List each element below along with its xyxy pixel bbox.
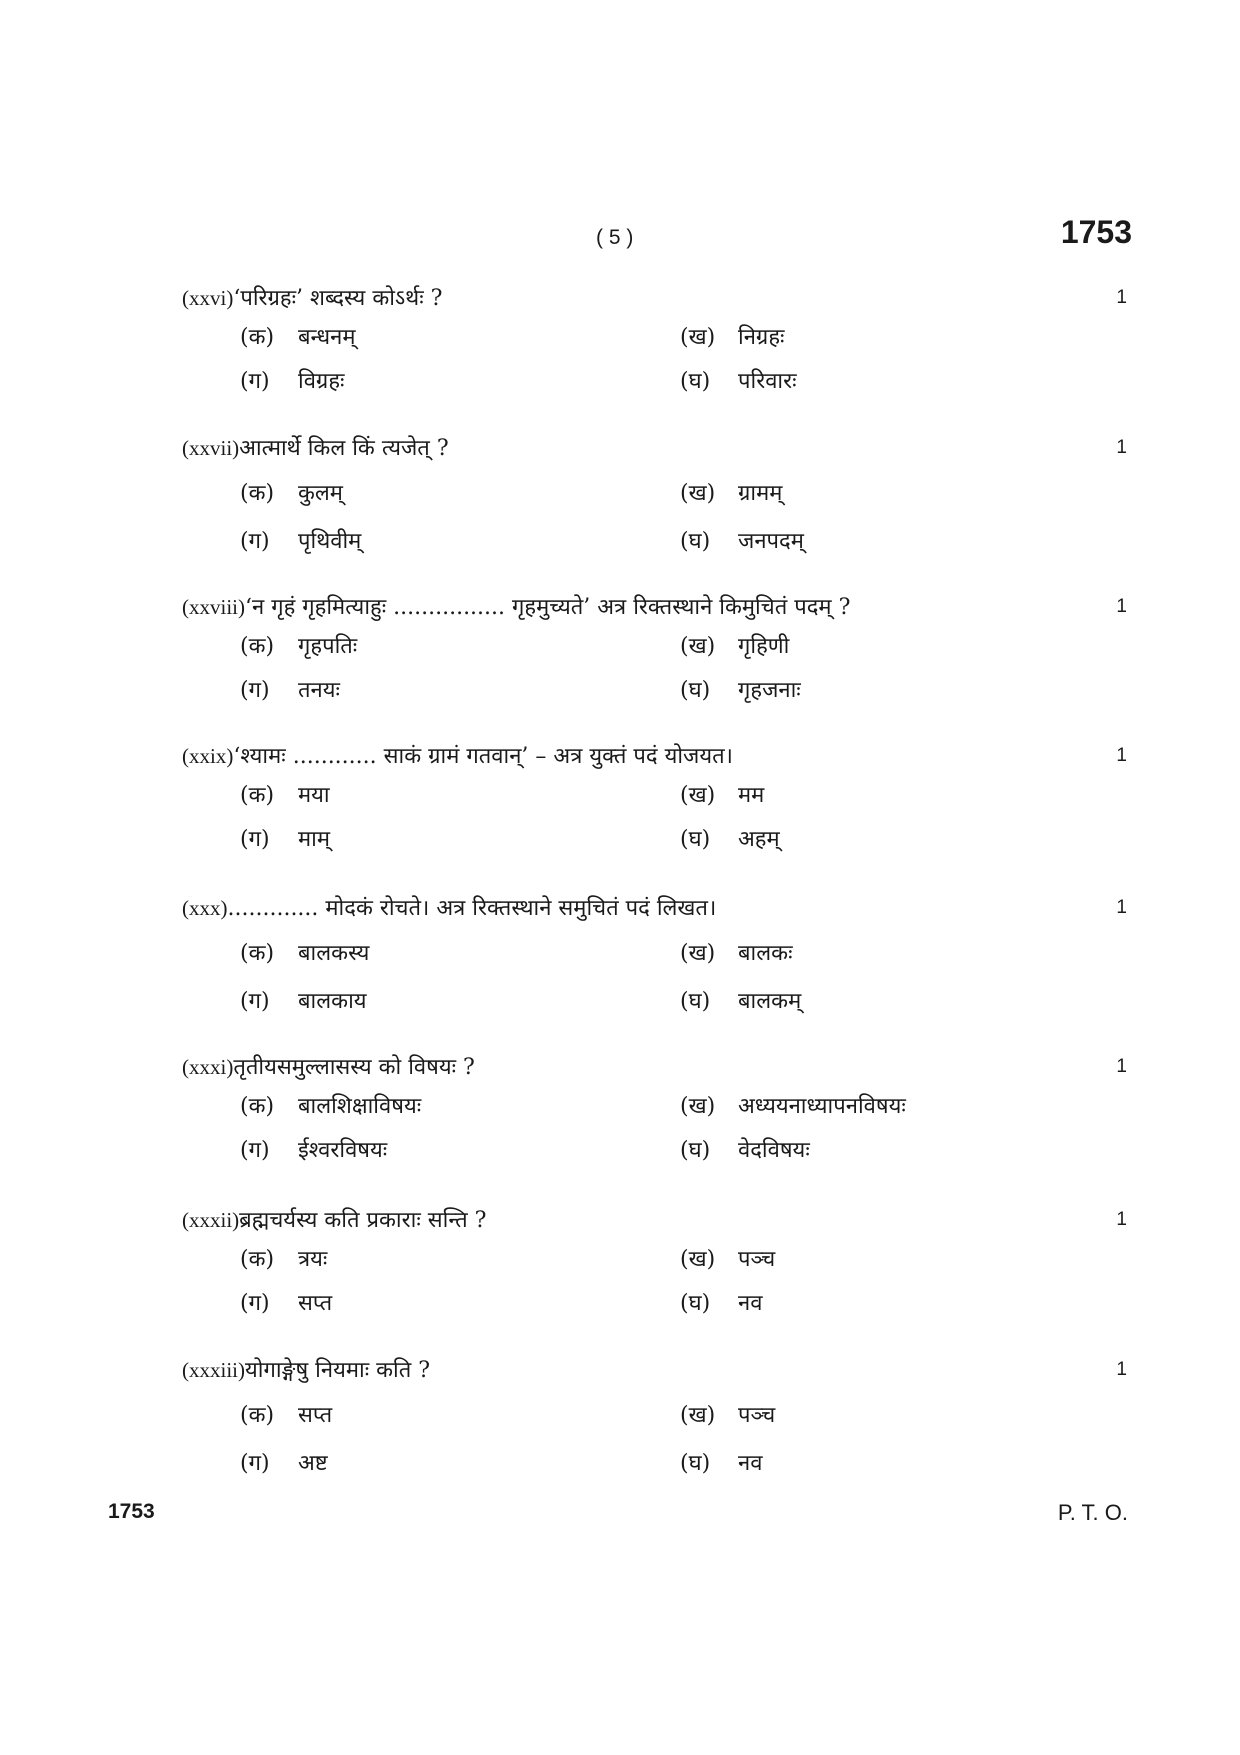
question-stem [182, 430, 1127, 466]
option-gha [680, 1129, 810, 1173]
option-ka [240, 1238, 327, 1282]
option-gha [680, 1442, 762, 1486]
option-label: (क) [240, 783, 275, 808]
option-text: कुलम् [298, 481, 343, 506]
option-row [182, 1238, 1127, 1282]
option-ga [240, 1129, 387, 1173]
question-text: ............. मोदकं रोचते। अत्र रिक्तस्थाने समुचितं पदं लिखत। [227, 896, 717, 921]
question-number: (xxx) [182, 896, 228, 920]
option-ka [240, 316, 356, 360]
option-gha [680, 520, 804, 564]
option-row [182, 818, 1127, 862]
option-label: (क) [240, 325, 275, 350]
question-text: आत्मार्थे किल किं त्यजेत् ? [239, 436, 449, 461]
option-kha [680, 932, 793, 976]
option-ga [240, 980, 367, 1024]
option-text: गृहपतिः [298, 634, 358, 659]
option-text: पञ्च [738, 1403, 776, 1428]
question-marks: 1 [1116, 437, 1127, 458]
option-kha [680, 625, 789, 669]
option-text: बालकम् [738, 989, 802, 1014]
option-text: बालकाय [298, 989, 367, 1014]
option-text: बालशिक्षाविषयः [298, 1094, 422, 1119]
option-row [182, 625, 1127, 669]
paper-code-header: 1753 [1060, 214, 1132, 250]
question-number: (xxix) [182, 744, 234, 768]
option-ka [240, 932, 369, 976]
question-stem [182, 1352, 1127, 1388]
option-ka [240, 625, 357, 669]
option-gha [680, 669, 801, 713]
option-kha [680, 316, 784, 360]
question-marks: 1 [1116, 596, 1127, 617]
question-marks: 1 [1116, 1056, 1127, 1077]
paper-code-footer: 1753 [108, 1500, 155, 1523]
please-turn-over: P. T. O. [1057, 1500, 1128, 1525]
option-label: (ग) [240, 827, 270, 852]
option-label: (घ) [680, 827, 711, 852]
option-label: (घ) [680, 369, 711, 394]
option-label: (क) [240, 1403, 275, 1428]
option-text: बालकस्य [298, 941, 370, 966]
option-label: (ग) [240, 678, 270, 703]
option-text: निग्रहः [738, 325, 785, 350]
option-label: (ग) [240, 1291, 270, 1316]
question-text: ब्रह्मचर्यस्य कति प्रकाराः सन्ति ? [239, 1208, 487, 1233]
option-text: ईश्वरविषयः [298, 1138, 388, 1163]
option-text: नव [738, 1291, 763, 1316]
question-33 [182, 1352, 1127, 1486]
option-label: (क) [240, 481, 275, 506]
option-ga [240, 669, 340, 713]
question-marks: 1 [1116, 897, 1127, 918]
question-31 [182, 1049, 1127, 1173]
question-stem [182, 890, 1127, 926]
option-label: (ख) [680, 941, 716, 966]
option-text: अहम् [738, 827, 780, 852]
option-ga [240, 818, 330, 862]
question-stem [182, 1049, 1127, 1085]
option-ga [240, 1282, 332, 1326]
question-text: ‘परिग्रहः’ शब्दस्य कोऽर्थः ? [233, 286, 443, 311]
question-32 [182, 1202, 1127, 1326]
question-text: ‘श्यामः ............ साकं ग्रामं गतवान्’ – अत्र युक्तं पदं योजयत। [233, 744, 734, 769]
option-kha [680, 1394, 775, 1438]
question-marks: 1 [1116, 1359, 1127, 1380]
option-row [182, 980, 1127, 1024]
question-text: ‘न गृहं गृहमित्याहुः ................ गृहमुच्यते’ अत्र रिक्तस्थाने किमुचितं पदम् ? [245, 595, 851, 620]
option-label: (ग) [240, 1451, 270, 1476]
option-row [182, 1394, 1127, 1438]
option-text: वेदविषयः [738, 1138, 810, 1163]
option-text: पृथिवीम् [298, 529, 362, 554]
option-label: (ग) [240, 989, 270, 1014]
option-text: गृहिणी [738, 634, 790, 659]
option-label: (घ) [680, 989, 711, 1014]
question-marks: 1 [1116, 745, 1127, 766]
option-gha [680, 360, 797, 404]
option-text: अध्ययनाध्यापनविषयः [738, 1094, 906, 1119]
question-number: (xxvii) [182, 436, 240, 460]
question-marks: 1 [1116, 287, 1127, 308]
option-text: त्रयः [298, 1247, 328, 1272]
option-row [182, 360, 1127, 404]
option-text: सप्त [298, 1291, 333, 1316]
option-label: (ग) [240, 529, 270, 554]
option-label: (ग) [240, 1138, 270, 1163]
option-text: ग्रामम् [738, 481, 783, 506]
option-row [182, 774, 1127, 818]
option-row [182, 1442, 1127, 1486]
option-text: परिवारः [738, 369, 797, 394]
question-stem [182, 589, 1127, 625]
option-kha [680, 1238, 775, 1282]
question-text: तृतीयसमुल्लासस्य को विषयः ? [233, 1055, 475, 1080]
option-text: माम् [298, 827, 331, 852]
question-stem [182, 1202, 1127, 1238]
option-label: (क) [240, 634, 275, 659]
option-text: तनयः [298, 678, 340, 703]
option-label: (क) [240, 1247, 275, 1272]
option-label: (ख) [680, 634, 716, 659]
option-text: बन्धनम् [298, 325, 356, 350]
question-stem [182, 280, 1127, 316]
question-29 [182, 738, 1127, 862]
question-30 [182, 890, 1127, 1024]
option-text: जनपदम् [738, 529, 804, 554]
option-row [182, 1129, 1127, 1173]
question-number: (xxvi) [182, 286, 234, 310]
option-ka [240, 774, 330, 818]
option-text: सप्त [298, 1403, 333, 1428]
question-26 [182, 280, 1127, 404]
option-kha [680, 1085, 906, 1129]
question-text: योगाङ्गेषु नियमाः कति ? [245, 1358, 431, 1383]
option-text: गृहजनाः [738, 678, 801, 703]
option-row [182, 1282, 1127, 1326]
option-text: विग्रहः [298, 369, 345, 394]
option-label: (घ) [680, 1138, 711, 1163]
question-28 [182, 589, 1127, 713]
option-gha [680, 980, 801, 1024]
question-marks: 1 [1116, 1209, 1127, 1230]
question-number: (xxxiii) [182, 1358, 245, 1382]
option-text: अष्ट [298, 1451, 328, 1476]
option-ga [240, 520, 361, 564]
option-kha [680, 774, 764, 818]
option-label: (ख) [680, 481, 716, 506]
option-row [182, 1085, 1127, 1129]
option-label: (ख) [680, 325, 716, 350]
option-label: (ख) [680, 1094, 716, 1119]
option-ga [240, 360, 344, 404]
option-label: (ख) [680, 1403, 716, 1428]
option-text: मया [298, 783, 330, 808]
option-text: मम [738, 783, 765, 808]
option-label: (घ) [680, 678, 711, 703]
option-row [182, 472, 1127, 516]
option-label: (घ) [680, 1451, 711, 1476]
option-row [182, 932, 1127, 976]
option-ga [240, 1442, 328, 1486]
option-label: (घ) [680, 529, 711, 554]
question-27 [182, 430, 1127, 564]
page-number: ( 5 ) [596, 226, 634, 249]
option-kha [680, 472, 782, 516]
question-number: (xxxi) [182, 1055, 234, 1079]
option-row [182, 316, 1127, 360]
option-label: (घ) [680, 1291, 711, 1316]
option-label: (क) [240, 1094, 275, 1119]
question-stem [182, 738, 1127, 774]
option-text: पञ्च [738, 1247, 776, 1272]
option-label: (क) [240, 941, 275, 966]
option-ka [240, 1394, 332, 1438]
option-text: बालकः [738, 941, 793, 966]
option-label: (ख) [680, 1247, 716, 1272]
option-row [182, 520, 1127, 564]
option-text: नव [738, 1451, 763, 1476]
option-ka [240, 472, 343, 516]
question-number: (xxviii) [182, 595, 245, 619]
option-label: (ग) [240, 369, 270, 394]
option-gha [680, 818, 780, 862]
question-number: (xxxii) [182, 1208, 240, 1232]
option-gha [680, 1282, 762, 1326]
option-ka [240, 1085, 421, 1129]
option-label: (ख) [680, 783, 716, 808]
option-row [182, 669, 1127, 713]
